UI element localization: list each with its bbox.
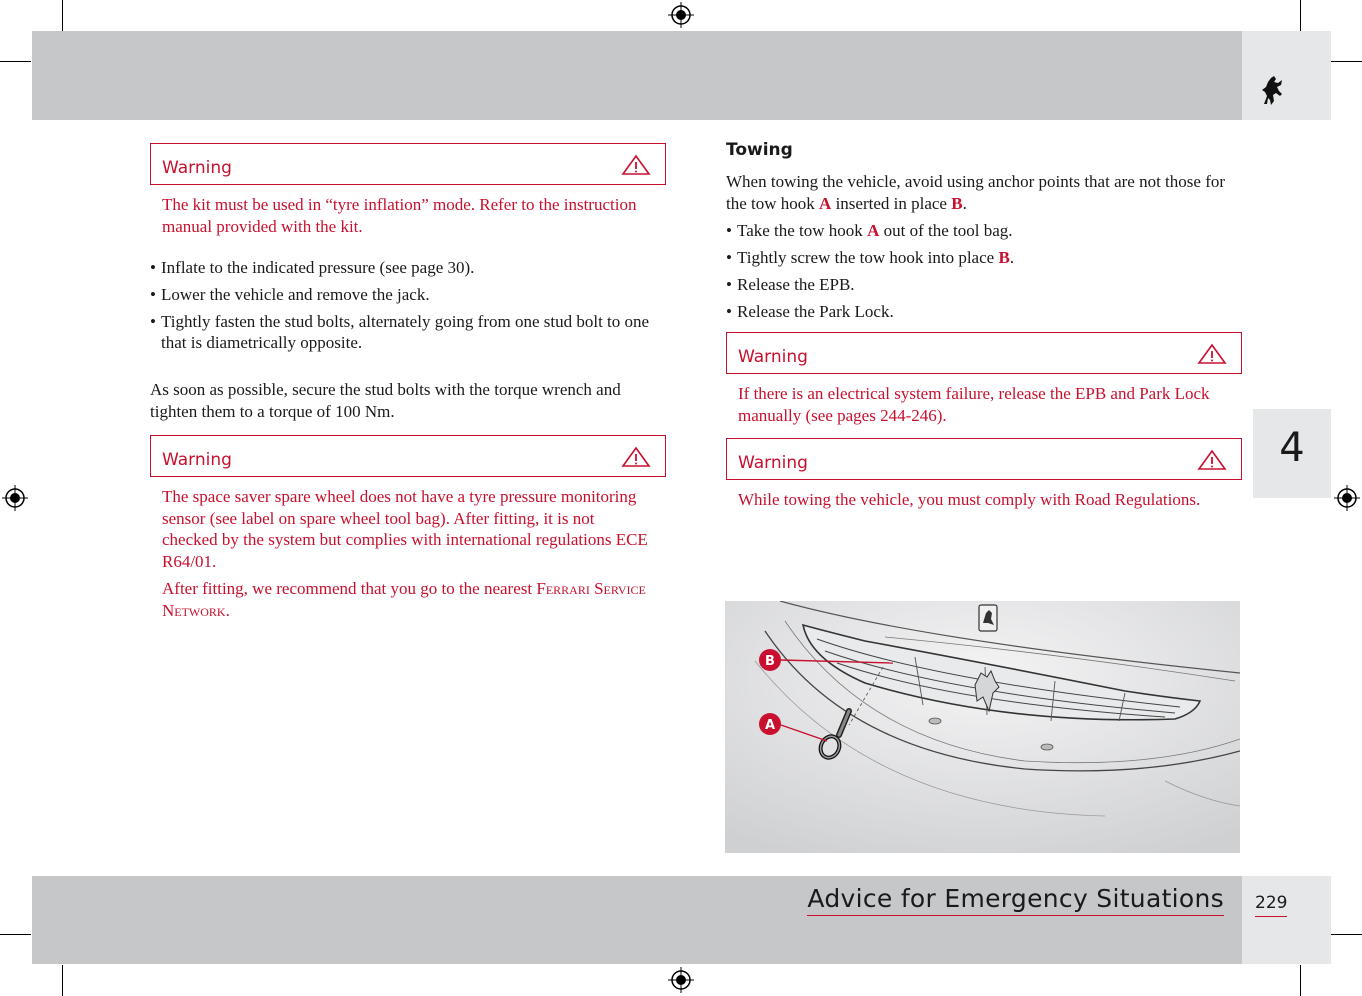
list-item: • Tightly fasten the stud bolts, alternately going from one stud bolt to one that is diametrically opposite. <box>150 311 666 353</box>
warning-text <box>150 185 666 237</box>
warning-paragraph: While towing the vehicle, you must comply with Road Regulations. <box>738 490 1201 509</box>
warning-box <box>150 143 666 185</box>
prancing-horse-logo-icon <box>1258 74 1286 108</box>
ref-label-b: B <box>998 248 1010 267</box>
list-item <box>726 220 1242 241</box>
crop-mark <box>1331 934 1362 935</box>
text-fragment: . <box>1009 248 1015 267</box>
crop-mark <box>1300 965 1301 996</box>
torque-paragraph: As soon as possible, secure the stud bolts with the torque wrench and tighten them to a torque of 100 Nm. <box>150 380 621 421</box>
warning-title: Warning <box>738 453 808 473</box>
header-band <box>32 31 1242 120</box>
text-fragment: inserted in place <box>831 193 952 213</box>
warning-text <box>150 477 666 621</box>
towing-steps-list <box>726 220 1242 322</box>
text-fragment: . <box>962 193 967 213</box>
warning-triangle-icon <box>1197 449 1227 471</box>
warning-paragraph: The space saver spare wheel does not have a tyre pressure monitoring sensor (see label on spare wheel tool bag). After fitting, it is not checked by the system but complies with international regulations ECE R64/01. <box>162 487 648 571</box>
warning-box <box>150 435 666 477</box>
warning-triangle-icon <box>1197 343 1227 365</box>
warning-title: Warning <box>162 158 232 178</box>
list-item: • Inflate to the indicated pressure (see page 30). <box>150 257 666 278</box>
warning-title: Warning <box>162 450 232 470</box>
text-fragment: After fitting, we recommend that you go to the nearest <box>162 579 537 598</box>
crop-mark <box>1331 61 1362 62</box>
text-fragment: Tightly screw the tow hook into place <box>737 248 999 267</box>
crop-mark <box>62 965 63 996</box>
text-fragment: When towing the vehicle, avoid using anchor points that are not those for the tow hook <box>726 172 1226 213</box>
right-column <box>726 140 1242 517</box>
crop-mark <box>0 934 31 935</box>
registration-mark-icon <box>2 485 28 511</box>
callout-label-a: A <box>764 718 776 733</box>
page-number: 229 <box>1255 893 1287 917</box>
section-title: Advice for Emergency Situations <box>807 884 1224 916</box>
registration-mark-icon <box>1334 485 1360 511</box>
list-item: • Release the EPB. <box>726 274 1242 295</box>
header-logo-tab <box>1242 31 1331 120</box>
warning-paragraph: If there is an electrical system failure, release the EPB and Park Lock manually (see pages 244-246). <box>738 384 1210 425</box>
callout-label-b: B <box>765 654 775 669</box>
ref-label-a: A <box>819 193 832 213</box>
warning-title: Warning <box>738 347 808 367</box>
crop-mark <box>0 61 31 62</box>
section-heading: Towing <box>726 140 793 160</box>
list-item: • Release the Park Lock. <box>726 301 1242 322</box>
crop-mark <box>62 0 63 31</box>
footer-page-tab <box>1242 876 1331 964</box>
registration-mark-icon <box>668 967 694 993</box>
warning-triangle-icon <box>621 446 651 468</box>
steps-list <box>150 257 666 353</box>
warning-text <box>726 374 1242 426</box>
brand-name: Ferrari Service Network <box>162 579 646 620</box>
crop-mark <box>1300 0 1301 31</box>
warning-paragraph <box>162 578 652 621</box>
tow-hook-illustration <box>725 601 1240 853</box>
text-fragment: . <box>225 600 230 620</box>
text-fragment: Take the tow hook <box>737 221 868 240</box>
warning-box <box>726 332 1242 374</box>
warning-triangle-icon <box>621 154 651 176</box>
towing-intro <box>726 171 1242 214</box>
chapter-number: 4 <box>1279 425 1305 471</box>
warning-paragraph: The kit must be used in “tyre inflation” mode. Refer to the instruction manual provided with the kit. <box>162 195 637 236</box>
warning-text <box>726 480 1242 511</box>
registration-mark-icon <box>668 2 694 28</box>
list-item <box>726 247 1242 268</box>
left-column <box>150 143 666 627</box>
ref-label-b: B <box>951 193 963 213</box>
ref-label-a: A <box>867 221 880 240</box>
list-item: • Lower the vehicle and remove the jack. <box>150 284 666 305</box>
warning-box <box>726 438 1242 480</box>
text-fragment: out of the tool bag. <box>879 221 1013 240</box>
